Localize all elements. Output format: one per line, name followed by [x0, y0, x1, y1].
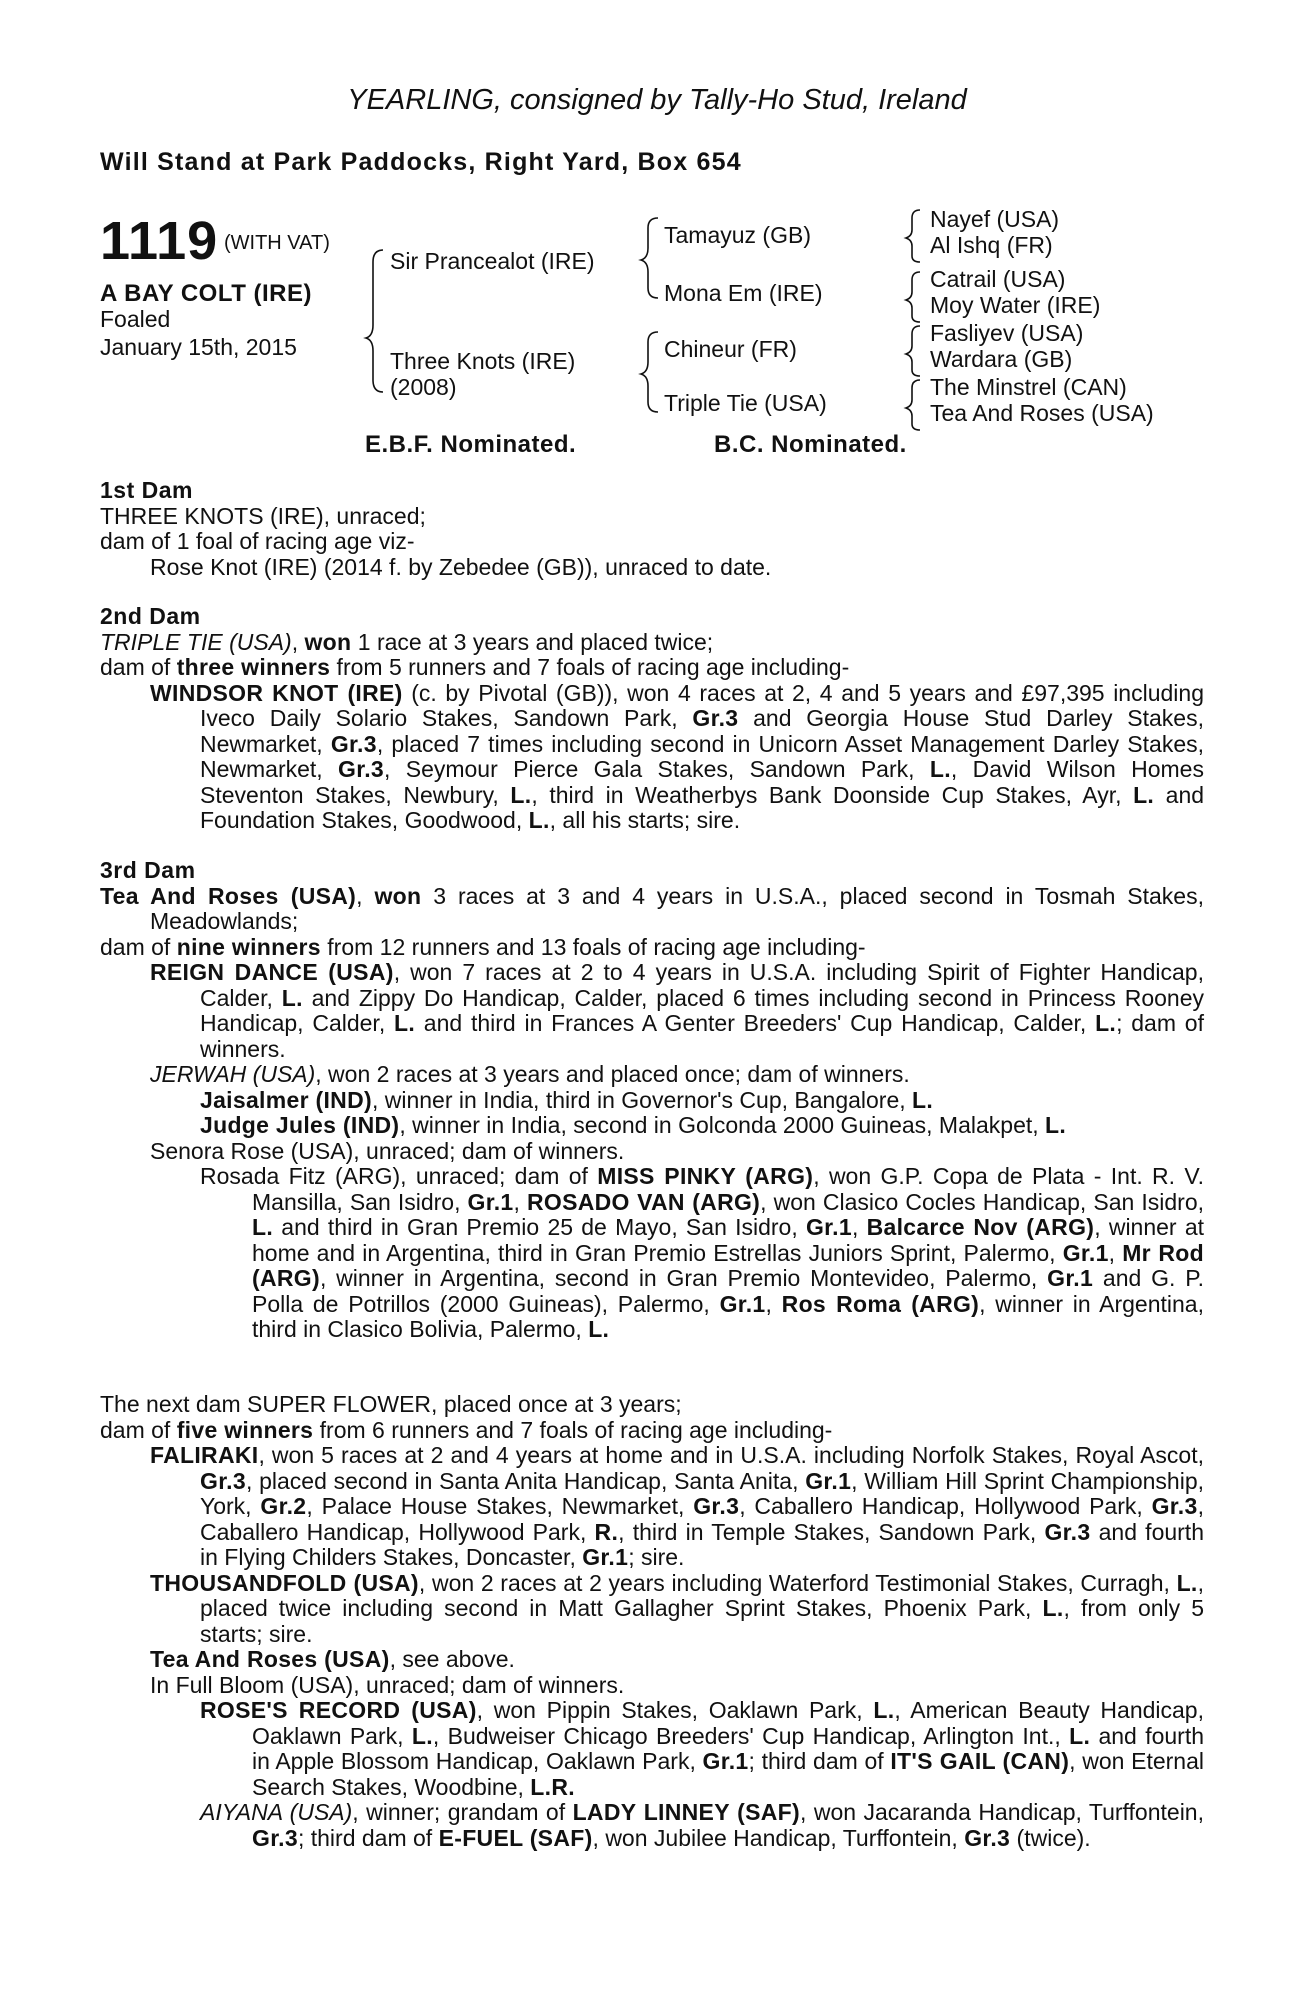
thousandfold-entry: THOUSANDFOLD (USA), won 2 races at 2 years including Waterford Testimonial Stakes, Curragh, L., placed twice including second in Matt Gallagher Sprint Stakes, Phoenix Park, L., from only 5 starts; sire.: [150, 1569, 1204, 1647]
brace-g3: [906, 326, 920, 376]
senora-rose-entry: Senora Rose (USA), unraced; dam of winners.: [150, 1137, 625, 1164]
pedigree-g4: Moy Water (IRE): [930, 292, 1101, 318]
stand-location: Will Stand at Park Paddocks, Right Yard, Box 654: [100, 148, 742, 176]
pedigree-g7: The Minstrel (CAN): [930, 374, 1127, 400]
pedigree-dam-dam: Triple Tie (USA): [664, 390, 827, 416]
next-dam-produce: dam of five winners from 6 runners and 7 foals of racing age including-: [100, 1416, 833, 1443]
bc-nominated: B.C. Nominated.: [714, 431, 907, 458]
pedigree-dam-sire: Chineur (FR): [664, 336, 797, 362]
pedigree-dam-year: (2008): [390, 374, 457, 400]
first-dam-heading: 1st Dam: [100, 477, 193, 503]
page-title: YEARLING, consigned by Tally-Ho Stud, Ireland: [347, 84, 967, 116]
second-dam-record: TRIPLE TIE (USA), won 1 race at 3 years and placed twice;: [100, 628, 714, 655]
ebf-nominated: E.B.F. Nominated.: [365, 431, 577, 458]
next-dam-record: The next dam SUPER FLOWER, placed once at 3 years;: [100, 1391, 682, 1417]
second-dam-produce: dam of three winners from 5 runners and 7 foals of racing age including-: [100, 654, 850, 680]
first-dam-section: [100, 478, 1204, 580]
pedigree-g8: Tea And Roses (USA): [930, 400, 1154, 426]
tea-and-roses-entry: Tea And Roses (USA), see above.: [150, 1646, 515, 1672]
third-dam-produce: dam of nine winners from 12 runners and 13 foals of racing age including-: [100, 933, 866, 960]
pedigree-g2: Al Ishq (FR): [930, 232, 1053, 258]
pedigree-g1: Nayef (USA): [930, 206, 1060, 232]
foaled-date: January 15th, 2015: [100, 334, 297, 360]
lot-number: 1119: [100, 211, 219, 271]
vat-note: (WITH VAT): [224, 232, 330, 254]
pedigree-g3: Catrail (USA): [930, 266, 1066, 292]
roses-record-entry: ROSE'S RECORD (USA), won Pippin Stakes, Oaklawn Park, L., American Beauty Handicap, Oaklawn Park, L., Budweiser Chicago Breeders' Cup Handicap, Arlington Int., L. and fourth in Apple Blossom Handicap, Oaklawn Park, Gr.1; third dam of IT'S GAIL (CAN), won Eternal Search Stakes, Woodbine, L.R.: [200, 1697, 1205, 1800]
pedigree-g5: Fasliyev (USA): [930, 320, 1084, 346]
foaled-label: Foaled: [100, 306, 171, 332]
jaisalmer-entry: Jaisalmer (IND), winner in India, third in Governor's Cup, Bangalore, L.: [200, 1086, 934, 1113]
windsor-knot-entry: WINDSOR KNOT (IRE) (c. by Pivotal (GB)), won 4 races at 2, 4 and 5 years and £97,395 including Iveco Daily Solario Stakes, Sandown Park, Gr.3 and Georgia House Stud Darley Stakes, Newmarket, Gr.3, placed 7 times including second in Unicorn Asset Management Darley Stakes, Newmarket, Gr.3, Seymour Pierce Gala Stakes, Sandown Park, L., David Wilson Homes Steventon Stakes, Newbury, L., third in Weatherbys Bank Doonside Cup Stakes, Ayr, L. and Foundation Stakes, Goodwood, L., all his starts; sire.: [150, 679, 1205, 833]
pedigree-sire-sire: Tamayuz (GB): [664, 222, 811, 248]
rosada-fitz-entry: Rosada Fitz (ARG), unraced; dam of MISS PINKY (ARG), won G.P. Copa de Plata - Int. R. V. Mansilla, San Isidro, Gr.1, ROSADO VAN (ARG), won Clasico Cocles Handicap, San Isidro, L. and third in Gran Premio 25 de Mayo, San Isidro, Gr.1, Balcarce Nov (ARG), winner at home and in Argentina, third in Gran Premio Estrellas Juniors Sprint, Palermo, Gr.1, Mr Rod (ARG), winner in Argentina, second in Gran Premio Montevideo, Palermo, Gr.1 and G. P. Polla de Potrillos (2000 Guineas), Palermo, Gr.1, Ros Roma (ARG), winner in Argentina, third in Clasico Bolivia, Palermo, L.: [200, 1163, 1205, 1342]
pedigree-sire-dam: Mona Em (IRE): [664, 280, 823, 306]
first-dam-produce: dam of 1 foal of racing age viz-: [100, 528, 415, 554]
first-dam-foal: Rose Knot (IRE) (2014 f. by Zebedee (GB)), unraced to date.: [150, 553, 772, 580]
second-dam-section: [100, 604, 1204, 834]
brace-g4: [906, 380, 920, 430]
second-dam-heading: 2nd Dam: [100, 603, 201, 629]
pedigree-sire: Sir Prancealot (IRE): [390, 248, 595, 274]
faliraki-entry: FALIRAKI, won 5 races at 2 and 4 years at home and in U.S.A. including Norfolk Stakes, Royal Ascot, Gr.3, placed second in Santa Anita Handicap, Santa Anita, Gr.1, William Hill Sprint Championship, York, Gr.2, Palace House Stakes, Newmarket, Gr.3, Caballero Handicap, Hollywood Park, Gr.3, Caballero Handicap, Hollywood Park, R., third in Temple Stakes, Sandown Park, Gr.3 and fourth in Flying Childers Stakes, Doncaster, Gr.1; sire.: [150, 1442, 1204, 1570]
third-dam-section: [100, 858, 1204, 1343]
pedigree-g6: Wardara (GB): [930, 346, 1073, 372]
aiyana-entry: AIYANA (USA), winner; grandam of LADY LINNEY (SAF), won Jacaranda Handicap, Turffontein, Gr.3; third dam of E-FUEL (SAF), won Jubilee Handicap, Turffontein, Gr.3 (twice).: [200, 1799, 1204, 1851]
brace-dam: [641, 332, 658, 412]
first-dam-line: THREE KNOTS (IRE), unraced;: [100, 502, 426, 529]
third-dam-record: Tea And Roses (USA), won 3 races at 3 and 4 years in U.S.A., placed second in Tosmah Stakes, Meadowlands;: [100, 882, 1204, 934]
judge-jules-entry: Judge Jules (IND), winner in India, second in Golconda 2000 Guineas, Malakpet, L.: [200, 1112, 1067, 1138]
brace-sire: [641, 218, 658, 298]
third-dam-heading: 3rd Dam: [100, 857, 196, 883]
pedigree-dam: Three Knots (IRE): [390, 348, 576, 374]
brace-main: [366, 250, 383, 392]
next-dam-section: [100, 1392, 1204, 1851]
in-full-bloom-entry: In Full Bloom (USA), unraced; dam of winners.: [150, 1671, 625, 1698]
lot-description: A BAY COLT (IRE): [100, 280, 313, 307]
reign-dance-entry: REIGN DANCE (USA), won 7 races at 2 to 4 years in U.S.A. including Spirit of Fighter Handicap, Calder, L. and Zippy Do Handicap, Calder, placed 6 times including second in Princess Rooney Handicap, Calder, L. and third in Frances A Genter Breeders' Cup Handicap, Calder, L.; dam of winners.: [150, 959, 1205, 1062]
brace-g1: [906, 210, 920, 262]
brace-g2: [906, 272, 920, 322]
jerwah-entry: JERWAH (USA), won 2 races at 3 years and placed once; dam of winners.: [150, 1061, 910, 1087]
